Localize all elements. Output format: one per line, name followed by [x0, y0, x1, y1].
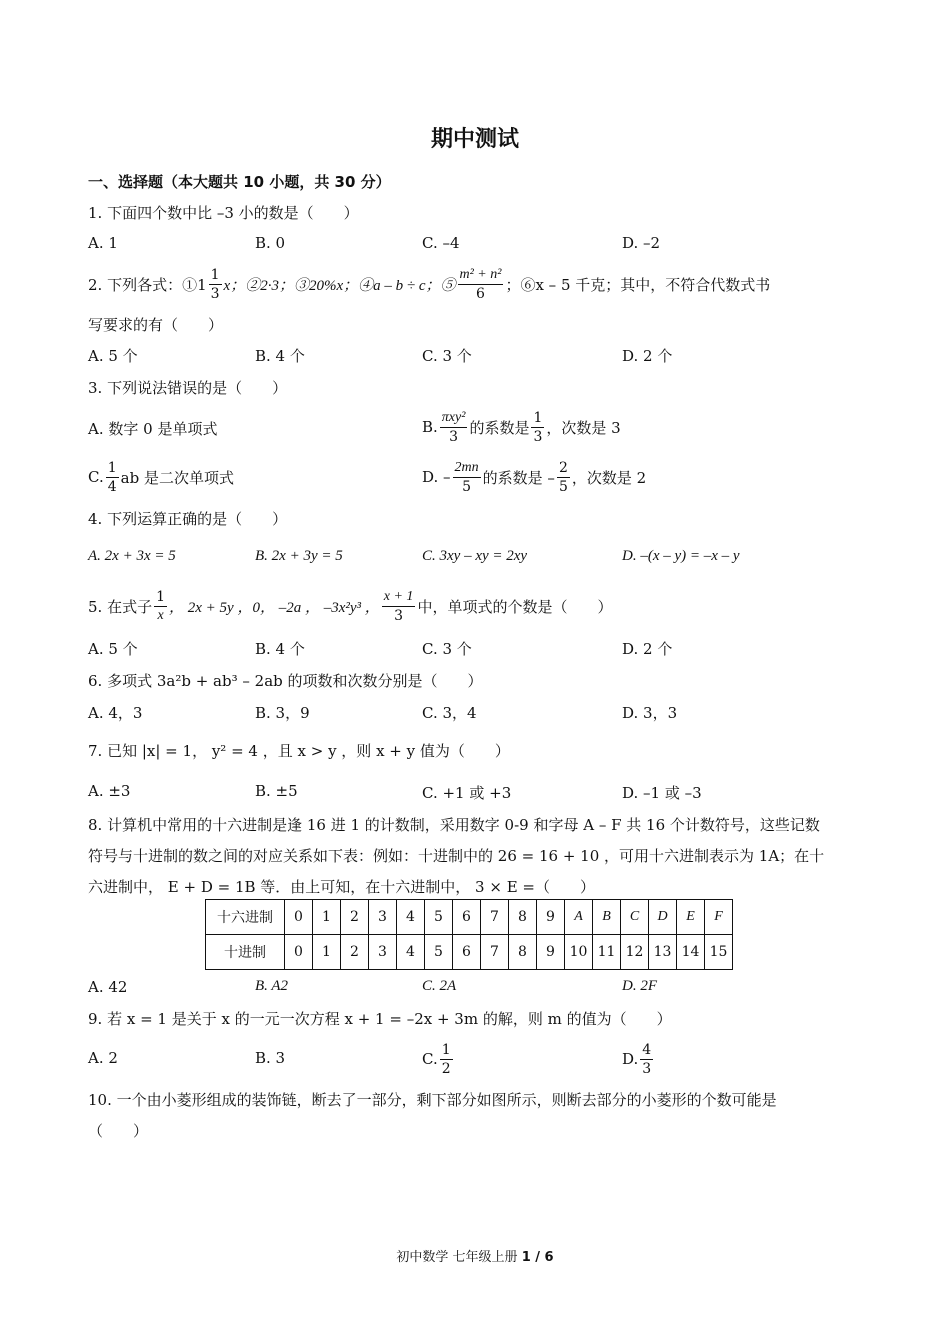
q9-d-fraction — [640, 1041, 653, 1078]
q3-b-mid: 的系数是 — [469, 418, 530, 437]
footer-text: 初中数学 七年级上册 — [396, 1250, 522, 1265]
q5-fraction-1 — [154, 588, 167, 625]
q3-b-coef-n: 1 — [533, 409, 543, 426]
q3-d-numerator: 2mn — [453, 459, 481, 478]
table-cell: F — [705, 900, 733, 935]
q2-fraction-2 — [458, 266, 504, 303]
table-cell: 3 — [369, 900, 397, 935]
question-6-stem: 6. 多项式 3a²b + ab³ – 2ab 的项数和次数分别是（ ） — [88, 672, 483, 690]
table-cell: 6 — [453, 935, 481, 970]
q6-option-a: A. 4，3 — [88, 704, 143, 722]
q9-d-numerator: 4 — [642, 1041, 652, 1058]
q9-option-b: B. 3 — [255, 1049, 286, 1067]
q3-b-label: B. — [422, 418, 438, 436]
q2-f2-numerator: m² + n² — [458, 266, 504, 285]
q3-b-numerator: πxy² — [440, 409, 468, 428]
table-cell: C — [621, 900, 649, 935]
table-cell: 2 — [341, 900, 369, 935]
q5-option-d: D. 2 个 — [622, 640, 673, 658]
q1-option-a: A. 1 — [88, 234, 118, 252]
q2-option-c: C. 3 个 — [422, 347, 472, 365]
q3-c-denominator: 4 — [107, 478, 117, 495]
q2-fraction-1 — [209, 266, 222, 303]
table-cell: 0 — [285, 900, 313, 935]
q3-option-b — [422, 404, 621, 450]
q5-option-c: C. 3 个 — [422, 640, 472, 658]
q3-c-fraction — [106, 459, 119, 496]
q2-post: ；⑥x – 5 千克；其中，不符合代数式书 — [505, 275, 771, 294]
q5-mid: ， 2x + 5y ，0， –2a ， –3x²y³ ， — [169, 599, 380, 616]
q1-option-b: B. 0 — [255, 234, 286, 252]
question-1-stem: 1. 下面四个数中比 –3 小的数是（ ） — [88, 204, 359, 222]
q3-b-denominator: 3 — [449, 428, 459, 445]
q1-option-c: C. –4 — [422, 234, 460, 252]
q9-option-d — [622, 1037, 655, 1081]
table-cell: B — [593, 900, 621, 935]
question-10-line-2: （ ） — [88, 1122, 149, 1140]
q3-c-numerator: 1 — [107, 459, 117, 476]
table-cell: 7 — [481, 900, 509, 935]
q4-option-a: A. 2x + 3x = 5 — [88, 548, 176, 564]
q2-option-b: B. 4 个 — [255, 347, 305, 365]
q2-f1-numerator: 1 — [210, 266, 220, 283]
q3-d-coef-d: 5 — [558, 478, 568, 495]
q7-option-a: A. ±3 — [88, 782, 131, 800]
table-cell: 13 — [649, 935, 677, 970]
q3-b-fraction — [440, 409, 468, 446]
q9-option-c — [422, 1037, 455, 1081]
q9-c-numerator: 1 — [441, 1041, 451, 1058]
q5-option-a: A. 5 个 — [88, 640, 138, 658]
q3-option-a: A. 数字 0 是单项式 — [88, 420, 218, 438]
q9-c-label: C. — [422, 1050, 438, 1068]
question-5-stem — [88, 584, 612, 628]
table-cell: D — [649, 900, 677, 935]
q3-option-d — [422, 454, 646, 500]
q8-option-b: B. A2 — [255, 978, 289, 994]
q7-option-d: D. –1 或 –3 — [622, 784, 702, 802]
q5-post: 中，单项式的个数是（ ） — [417, 597, 613, 616]
table-cell: 7 — [481, 935, 509, 970]
q7-option-c: C. +1 或 +3 — [422, 784, 512, 802]
question-8-line-3: 六进制中， E + D = 1B 等．由上可知，在十六进制中， 3 × E =（ ） — [88, 878, 595, 896]
q3-d-label: D. – — [422, 468, 451, 486]
table-cell: 1 — [313, 900, 341, 935]
q5-pre: 5. 在式子 — [88, 597, 153, 616]
q3-d-mid: 的系数是 – — [482, 468, 555, 487]
q9-d-denominator: 3 — [642, 1060, 652, 1077]
table-cell: 5 — [425, 935, 453, 970]
q3-b-coef — [531, 409, 544, 446]
q9-d-label: D. — [622, 1050, 639, 1068]
table-cell: 15 — [705, 935, 733, 970]
q2-f1-denominator: 3 — [210, 285, 220, 302]
q2-mid: x；②2·3；③20%x；④a – b ÷ c；⑤ — [223, 277, 456, 294]
q3-d-coef-n: 2 — [558, 459, 568, 476]
q5-option-b: B. 4 个 — [255, 640, 305, 658]
section-heading: 一、选择题（本大题共 10 小题，共 30 分） — [88, 173, 391, 191]
q5-f1-denominator: x — [157, 607, 164, 623]
table-cell: 2 — [341, 935, 369, 970]
q3-d-coef — [557, 459, 570, 496]
table-cell: 0 — [285, 935, 313, 970]
hex-conversion-table — [205, 899, 733, 970]
table-cell: 14 — [677, 935, 705, 970]
q9-c-fraction — [440, 1041, 453, 1078]
question-2-line-2: 写要求的有（ ） — [88, 316, 224, 334]
table-cell: 11 — [593, 935, 621, 970]
question-7-stem: 7. 已知 |x| = 1， y² = 4 ，且 x > y ，则 x + y 值为（ ） — [88, 742, 510, 760]
row-header-decimal: 十进制 — [206, 935, 285, 970]
q1-option-d: D. –2 — [622, 234, 661, 252]
table-cell: 4 — [397, 935, 425, 970]
row-header-hex: 十六进制 — [206, 900, 285, 935]
q3-c-label: C. — [88, 468, 104, 486]
table-cell: 9 — [537, 900, 565, 935]
q6-option-d: D. 3，3 — [622, 704, 678, 722]
q2-option-a: A. 5 个 — [88, 347, 138, 365]
q8-option-a: A. 42 — [88, 978, 128, 996]
q7-option-b: B. ±5 — [255, 782, 298, 800]
question-3-stem: 3. 下列说法错误的是（ ） — [88, 379, 288, 397]
question-8-line-1: 8. 计算机中常用的十六进制是逢 16 进 1 的计数制，采用数字 0-9 和字母 A – F 共 16 个计数符号，这些记数 — [88, 816, 820, 834]
question-2-stem — [88, 262, 770, 306]
table-cell: 8 — [509, 935, 537, 970]
table-row-hex — [206, 900, 733, 935]
table-cell: 9 — [537, 935, 565, 970]
question-8-line-2: 符号与十进制的数之间的对应关系如下表：例如：十进制中的 26 = 16 + 10 ，可用十六进制表示为 1A；在十 — [88, 847, 825, 865]
q8-option-d: D. 2F — [622, 978, 657, 994]
q3-d-denominator: 5 — [462, 478, 472, 495]
table-cell: A — [565, 900, 593, 935]
table-cell: 4 — [397, 900, 425, 935]
q8-option-c: C. 2A — [422, 978, 457, 994]
q4-option-d: D. –(x – y) = –x – y — [622, 548, 740, 564]
page-number: 1 / 6 — [521, 1250, 554, 1265]
question-10-line-1: 10. 一个由小菱形组成的装饰链，断去了一部分，剩下部分如图所示，则断去部分的小菱形的个数可能是 — [88, 1091, 777, 1109]
q3-b-coef-d: 3 — [533, 428, 543, 445]
q6-option-b: B. 3，9 — [255, 704, 310, 722]
q6-option-c: C. 3，4 — [422, 704, 477, 722]
q4-option-c: C. 3xy – xy = 2xy — [422, 548, 528, 564]
page-footer — [0, 1246, 950, 1265]
table-cell: 1 — [313, 935, 341, 970]
q3-b-post: ，次数是 3 — [546, 418, 621, 437]
q9-c-denominator: 2 — [441, 1060, 451, 1077]
table-cell: 8 — [509, 900, 537, 935]
q5-f2-denominator: 3 — [394, 607, 404, 624]
q9-option-a: A. 2 — [88, 1049, 118, 1067]
q4-option-b: B. 2x + 3y = 5 — [255, 548, 343, 564]
q5-fraction-2 — [382, 588, 416, 625]
q5-f2-numerator: x + 1 — [382, 588, 416, 607]
question-9-stem: 9. 若 x = 1 是关于 x 的一元一次方程 x + 1 = –2x + 3m 的解，则 m 的值为（ ） — [88, 1010, 672, 1028]
table-cell: 3 — [369, 935, 397, 970]
page-title: 期中测试 — [430, 127, 519, 152]
q3-option-c — [88, 454, 234, 500]
q3-d-post: ，次数是 2 — [571, 468, 647, 487]
table-cell: E — [677, 900, 705, 935]
question-4-stem: 4. 下列运算正确的是（ ） — [88, 510, 288, 528]
table-cell: 10 — [565, 935, 593, 970]
table-cell: 5 — [425, 900, 453, 935]
table-row-decimal — [206, 935, 733, 970]
q3-d-fraction — [453, 459, 481, 496]
q2-f2-denominator: 6 — [476, 285, 485, 302]
table-cell: 6 — [453, 900, 481, 935]
q2-pre: 2. 下列各式：①1 — [88, 275, 207, 294]
q3-c-post: ab 是二次单项式 — [120, 468, 234, 487]
table-cell: 12 — [621, 935, 649, 970]
q2-option-d: D. 2 个 — [622, 347, 673, 365]
q5-f1-numerator: 1 — [156, 588, 166, 605]
